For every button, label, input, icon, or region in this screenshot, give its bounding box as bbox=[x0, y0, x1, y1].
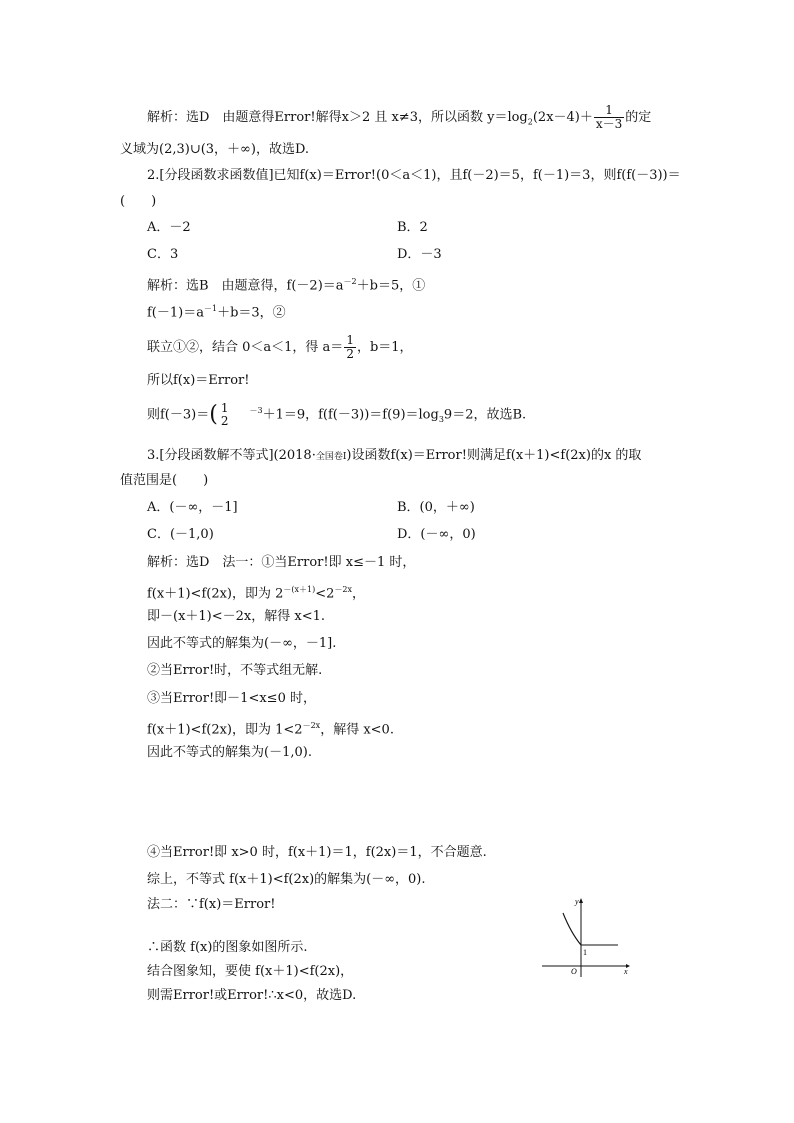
solution-2-line5 bbox=[147, 402, 526, 429]
solution-1-text-d: (2x－4)＋ bbox=[532, 110, 593, 125]
solution-3-line9: ④当Error!即 x>0 时，f(x＋1)＝1，f(2x)＝1，不合题意. bbox=[147, 845, 487, 860]
solution-2-line4: 所以f(x)＝Error! bbox=[147, 373, 250, 388]
s3-exponent: －2x bbox=[334, 585, 353, 594]
question-3-option-a: A．(－∞，－1] bbox=[147, 500, 238, 515]
log-base: 2 bbox=[527, 117, 533, 127]
solution-1-line2: 义域为(2,3)∪(3，＋∞)，故选D. bbox=[120, 142, 310, 157]
solution-2-line2 bbox=[147, 300, 286, 322]
solution-1-text-b: x＞2 且 x≠3，所以函数 y＝log bbox=[341, 110, 528, 125]
s2-text: 则f(－3)＝ bbox=[147, 407, 210, 423]
solution-3-line13: 结合图象知，要使 f(x＋1)<f(2x)， bbox=[147, 964, 354, 979]
s3-text: f(x＋1)<f(2x)，即为 2 bbox=[147, 586, 284, 602]
s2-text: 联立①②，结合 0＜a＜1，得 a＝ bbox=[147, 340, 344, 355]
s3-exponent: －(x＋1) bbox=[283, 585, 316, 594]
q3-text: 3.[分段函数解不等式](2018· bbox=[147, 448, 316, 463]
s2-text-end: 9＝2，故选B. bbox=[443, 407, 527, 423]
solution-3-line10: 综上，不等式 f(x＋1)<f(2x)的解集为(－∞，0). bbox=[147, 872, 426, 887]
solution-3-line4: 因此不等式的解集为(－∞，－1]. bbox=[147, 636, 337, 651]
question-2-option-d: D．－3 bbox=[397, 247, 442, 262]
y-axis-arrow-icon bbox=[579, 898, 583, 903]
question-3-option-c: C．(－1,0) bbox=[147, 527, 214, 542]
x-axis-label: x bbox=[624, 967, 628, 976]
solution-3-method2: 法二：∵f(x)＝Error! bbox=[147, 897, 276, 912]
log-base: 3 bbox=[438, 415, 444, 425]
question-2-option-b: B．2 bbox=[397, 220, 428, 235]
solution-1-text-e: 的定 bbox=[625, 110, 652, 125]
solution-2-line1 bbox=[147, 273, 425, 295]
function-graph bbox=[538, 895, 634, 979]
solution-3-line7 bbox=[147, 717, 394, 739]
s3-exponent: －2x bbox=[302, 721, 321, 730]
solution-3-line14: 则需Error!或Error!∴x<0，故选D. bbox=[147, 988, 357, 1003]
solution-3-line12: ∴函数 f(x)的图象如图所示. bbox=[147, 940, 308, 955]
solution-3-line6: ③当Error!即－1<x≤0 时， bbox=[147, 691, 316, 706]
solution-3-line3: 即－(x＋1)<－2x，解得 x<1. bbox=[147, 609, 326, 624]
fraction-numerator: 1 bbox=[594, 104, 624, 118]
question-3-stem bbox=[147, 447, 641, 466]
s2-text-end: ＋b＝3，② bbox=[217, 305, 286, 321]
s2-text-end: ＋b＝5，① bbox=[356, 278, 426, 294]
question-2-option-c: C．3 bbox=[147, 247, 179, 262]
s2-exponent: －1 bbox=[203, 304, 218, 313]
fraction-numerator: 1 bbox=[346, 333, 354, 347]
fraction-denominator: 2 bbox=[220, 414, 229, 428]
s3-text-end: ， bbox=[352, 586, 366, 602]
fraction-one-half bbox=[219, 402, 231, 428]
solution-1-line1 bbox=[147, 104, 651, 132]
one-label: 1 bbox=[583, 948, 587, 957]
q3-source: 全国卷Ⅰ bbox=[315, 452, 347, 462]
curve-left-branch bbox=[563, 913, 581, 945]
question-3-option-b: B．(0，＋∞) bbox=[397, 500, 475, 515]
fraction-1-over-x-3 bbox=[594, 104, 624, 131]
question-2-option-a: A．－2 bbox=[147, 220, 191, 235]
question-2-blank: ( ) bbox=[120, 194, 157, 209]
y-axis-label: y bbox=[575, 897, 579, 906]
s3-text-mid: <2 bbox=[315, 586, 335, 602]
s2-exponent: －2 bbox=[343, 277, 357, 286]
solution-1-text-a: 解析：选D 由题意得Error!解得 bbox=[147, 110, 342, 125]
s2-text: 解析：选B 由题意得，f(－2)＝a bbox=[147, 278, 344, 294]
s3-text-end: ，解得 x<0. bbox=[320, 722, 394, 738]
question-3-option-d: D．(－∞，0) bbox=[397, 527, 476, 542]
solution-3-line5: ②当Error!时，不等式组无解. bbox=[147, 663, 323, 678]
question-2-stem: 2.[分段函数求函数值]已知f(x)＝Error!(0＜a＜1)，且f(－2)＝5，f(－1)＝3，则f(f(－3))＝ bbox=[147, 168, 681, 183]
solution-3-line1: 解析：选D 法一：①当Error!即 x≤－1 时， bbox=[147, 555, 416, 570]
fraction-numerator: 1 bbox=[220, 401, 229, 415]
solution-3-line2 bbox=[147, 581, 365, 603]
question-3-stem-line2: 值范围是( ) bbox=[120, 473, 209, 488]
s2-exponent: －3 bbox=[249, 406, 263, 416]
paren-open: ( bbox=[209, 402, 218, 427]
q3-text-end: )设函数f(x)＝Error!则满足f(x＋1)<f(2x)的x 的取 bbox=[346, 448, 642, 463]
fraction-one-half bbox=[344, 334, 356, 361]
origin-label: O bbox=[571, 967, 577, 976]
fraction-denominator: 2 bbox=[346, 347, 354, 361]
solution-2-line3 bbox=[147, 334, 413, 361]
solution-3-line8: 因此不等式的解集为(－1,0). bbox=[147, 745, 312, 760]
s2-text-end: ，b＝1， bbox=[356, 340, 413, 355]
s3-text: f(x＋1)<f(2x)，即为 1<2 bbox=[147, 722, 303, 738]
fraction-denominator: x－3 bbox=[595, 117, 623, 131]
s2-text-mid: ＋1＝9，f(f(－3))＝f(9)＝log bbox=[262, 407, 439, 423]
s2-text: f(－1)＝a bbox=[147, 305, 204, 321]
